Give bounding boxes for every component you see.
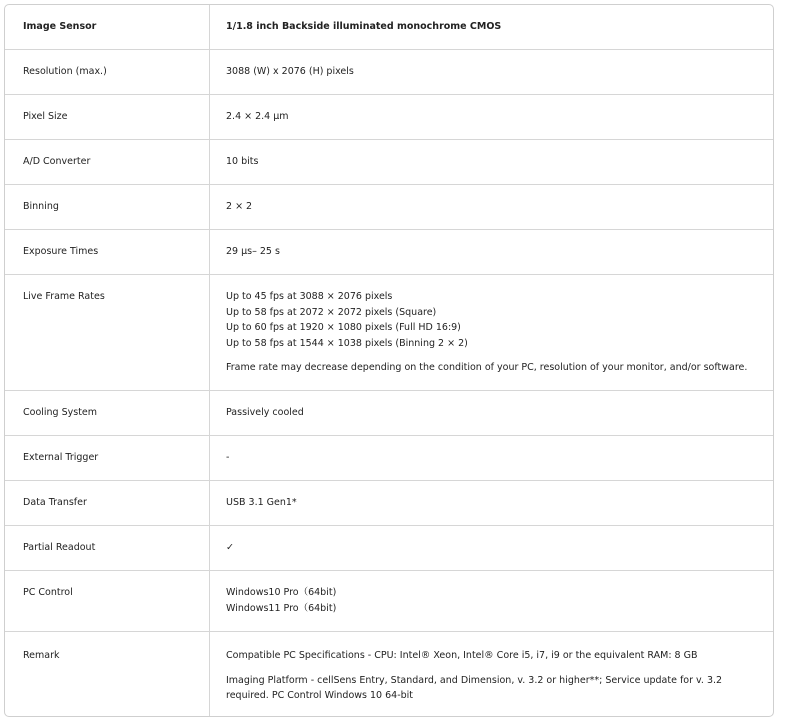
row-value: 2 × 2 xyxy=(226,201,253,212)
row-value: 29 μs– 25 s xyxy=(226,246,280,257)
row-label: Partial Readout xyxy=(5,526,210,570)
row-value xyxy=(210,571,773,631)
row-value: - xyxy=(226,452,230,463)
frame-rate-note: Frame rate may decrease depending on the condition of your PC, resolution of your monitor, and/or software. xyxy=(226,362,748,373)
row-label: A/D Converter xyxy=(5,140,210,184)
row-value: USB 3.1 Gen1* xyxy=(226,497,297,508)
row-label: Resolution (max.) xyxy=(5,50,210,94)
row-value: 2.4 × 2.4 μm xyxy=(226,111,289,122)
check-icon: ✓ xyxy=(226,542,234,553)
table-row-external-trigger xyxy=(5,436,773,481)
row-label: Remark xyxy=(5,632,210,716)
row-value: 3088 (W) x 2076 (H) pixels xyxy=(226,66,354,77)
table-row-resolution xyxy=(5,50,773,95)
row-label: External Trigger xyxy=(5,436,210,480)
frame-rate-line: Up to 58 fps at 2072 × 2072 pixels (Square) xyxy=(226,306,437,318)
row-label: Image Sensor xyxy=(5,5,210,49)
frame-rate-line: Up to 58 fps at 1544 × 1038 pixels (Binning 2 × 2) xyxy=(226,337,468,349)
table-row-pixel-size xyxy=(5,95,773,140)
os-line: Windows10 Pro（64bit) xyxy=(226,587,337,598)
row-value: 1/1.8 inch Backside illuminated monochrome CMOS xyxy=(226,21,502,32)
row-value: 10 bits xyxy=(226,156,259,167)
row-label: Pixel Size xyxy=(5,95,210,139)
table-row-image-sensor xyxy=(5,5,773,50)
row-label: PC Control xyxy=(5,571,210,631)
remark-line: Compatible PC Specifications - CPU: Intel® Xeon, Intel® Core i5, i7, i9 or the equivalent RAM: 8 GB xyxy=(226,650,698,661)
table-row-data-transfer xyxy=(5,481,773,526)
table-row-partial-readout xyxy=(5,526,773,571)
table-row-remark xyxy=(5,632,773,716)
spec-table xyxy=(4,4,774,717)
os-line: Windows11 Pro（64bit) xyxy=(226,602,337,614)
frame-rate-line: Up to 45 fps at 3088 × 2076 pixels xyxy=(226,291,393,302)
table-row-ad-converter xyxy=(5,140,773,185)
table-row-binning xyxy=(5,185,773,230)
table-row-pc-control xyxy=(5,571,773,632)
row-label: Binning xyxy=(5,185,210,229)
table-row-live-frame-rates xyxy=(5,275,773,391)
frame-rate-line: Up to 60 fps at 1920 × 1080 pixels (Full HD 16:9) xyxy=(226,322,461,333)
remark-line: Imaging Platform - cellSens Entry, Standard, and Dimension, v. 3.2 or higher**; Service update for v. 3.2 required. PC Control Windows 10 64-bit xyxy=(226,674,723,701)
table-row-exposure-times xyxy=(5,230,773,275)
row-label: Cooling System xyxy=(5,391,210,435)
row-label: Data Transfer xyxy=(5,481,210,525)
row-value xyxy=(210,275,773,390)
row-label: Live Frame Rates xyxy=(5,275,210,390)
row-value: Passively cooled xyxy=(226,407,304,418)
row-label: Exposure Times xyxy=(5,230,210,274)
table-row-cooling-system xyxy=(5,391,773,436)
row-value xyxy=(210,632,773,716)
